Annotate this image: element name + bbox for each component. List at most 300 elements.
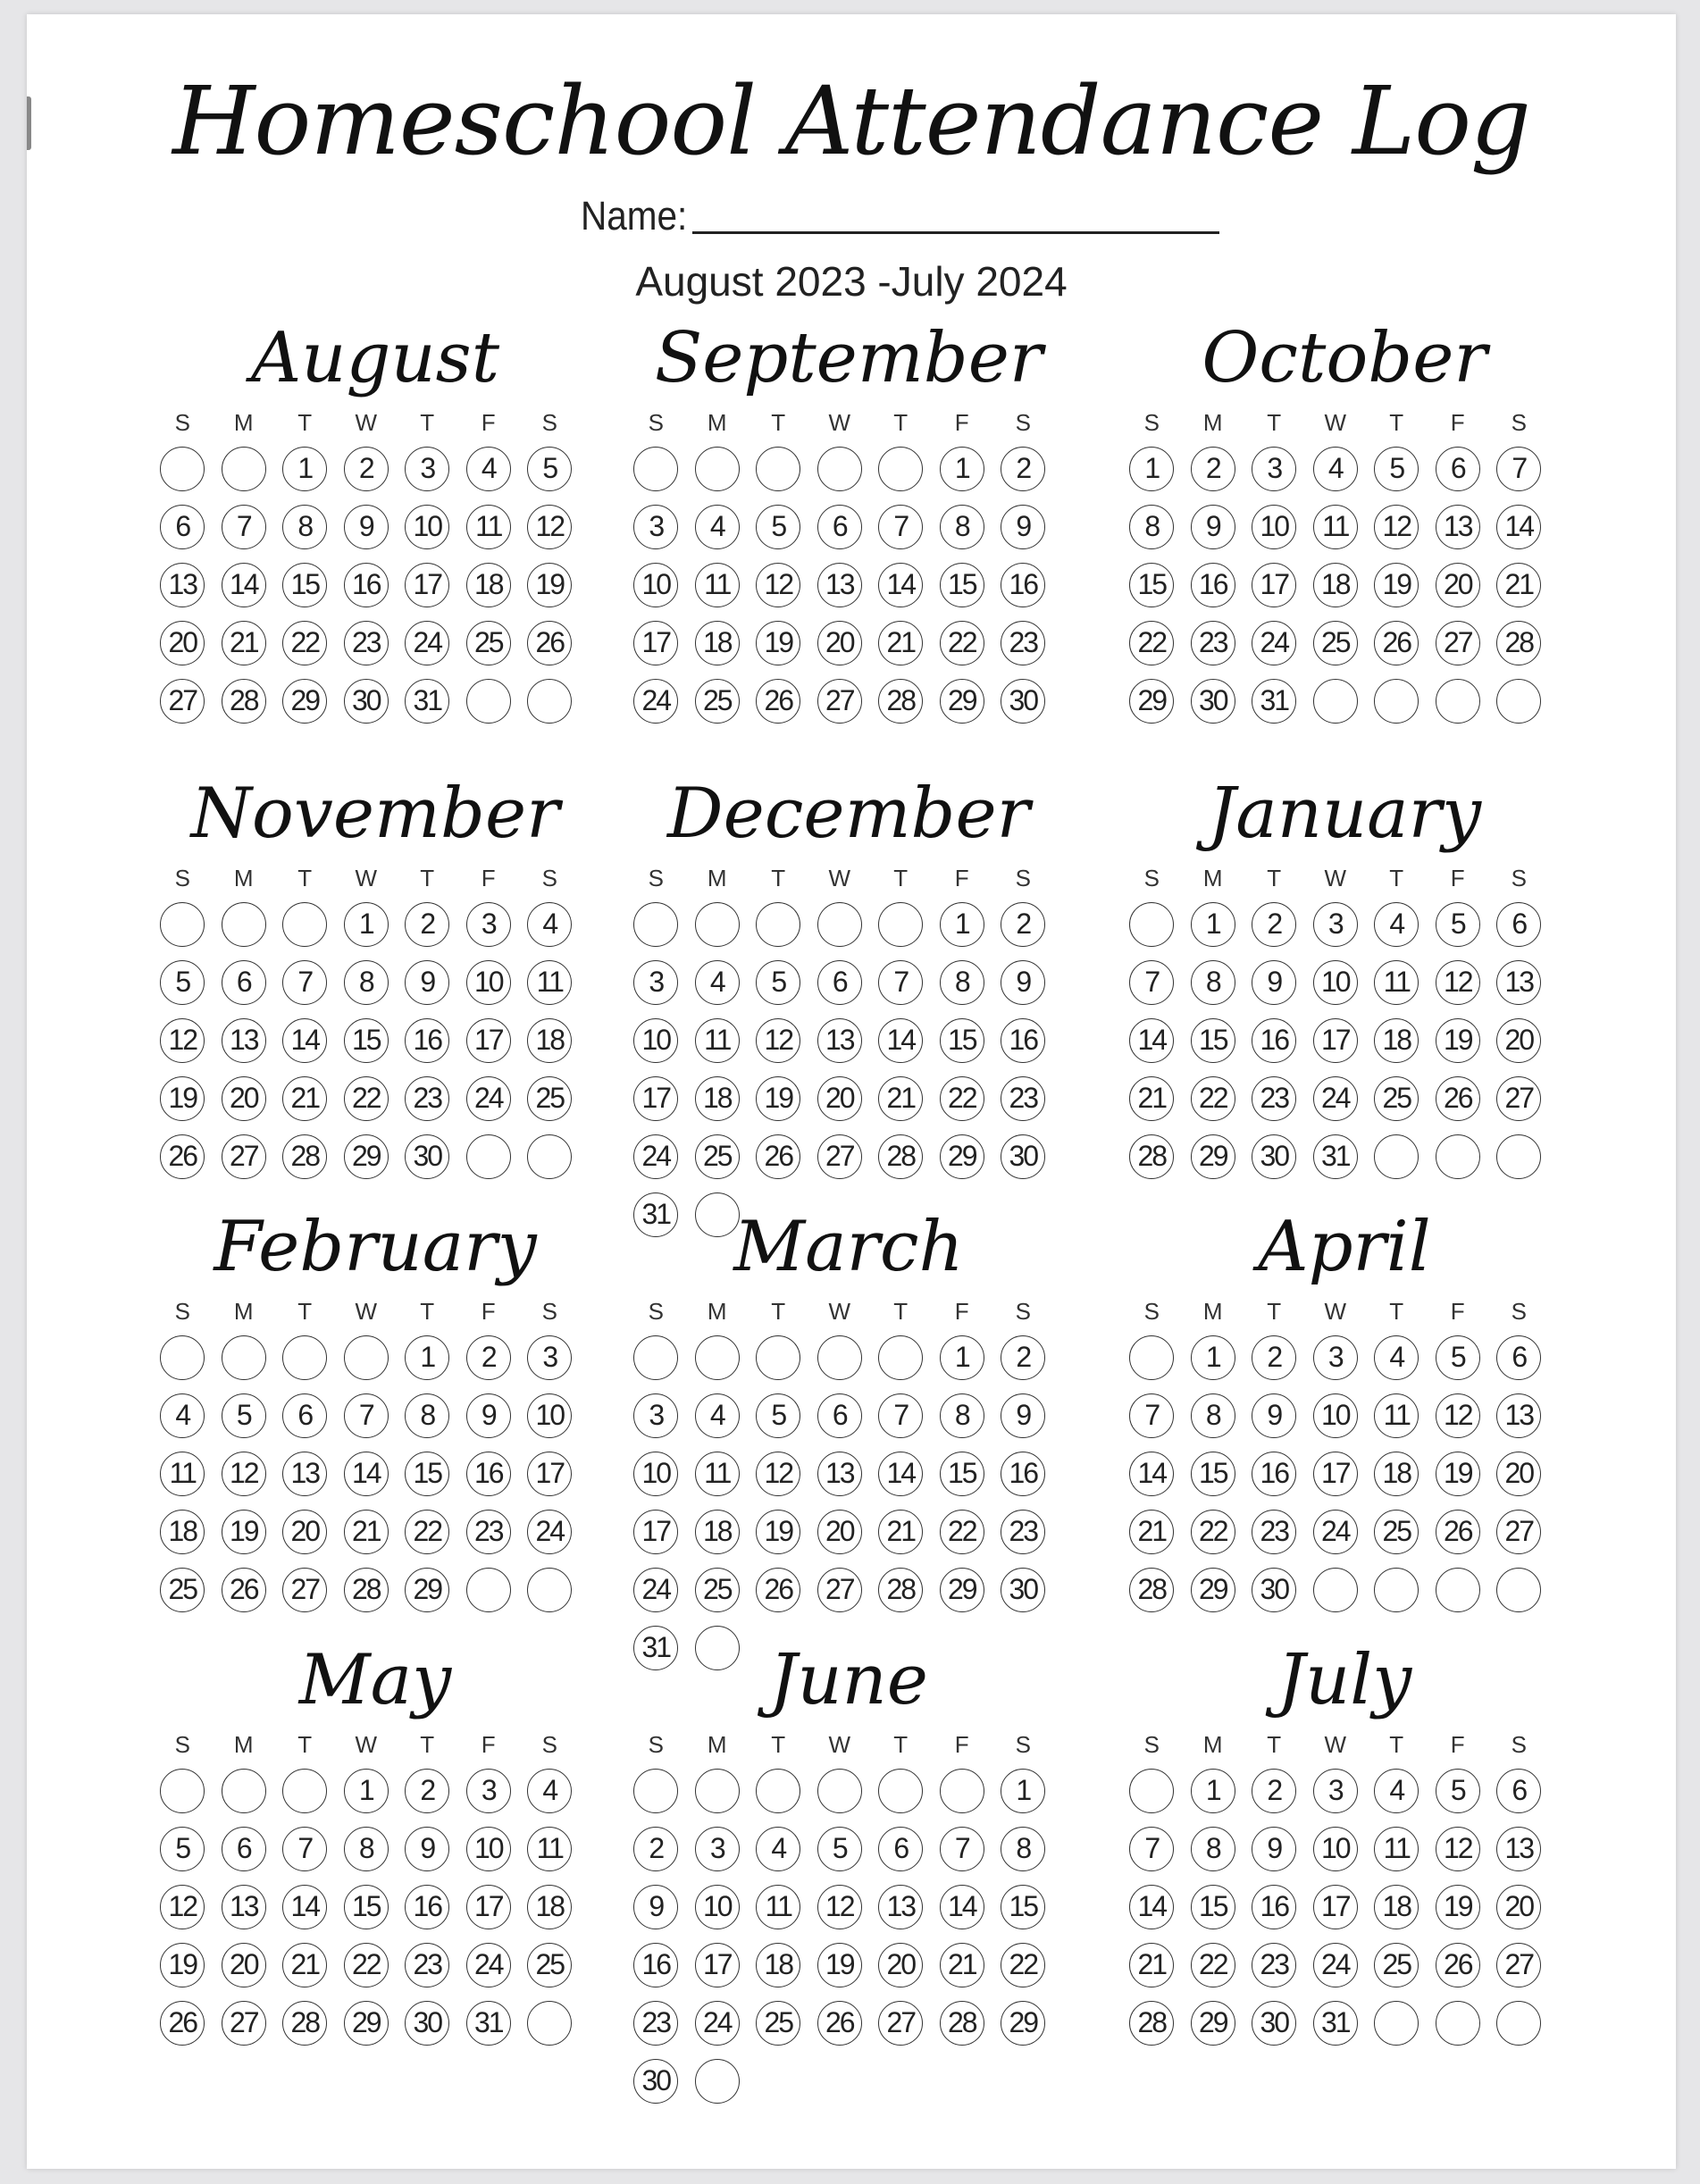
day-circle[interactable]: 11 bbox=[695, 1452, 740, 1496]
day-circle[interactable]: 28 bbox=[1129, 1134, 1174, 1179]
day-circle[interactable]: 28 bbox=[1129, 2001, 1174, 2046]
day-circle[interactable]: 29 bbox=[1191, 2001, 1235, 2046]
day-circle[interactable]: 18 bbox=[527, 1885, 572, 1929]
day-circle[interactable]: 22 bbox=[405, 1510, 449, 1554]
day-circle[interactable]: 30 bbox=[344, 679, 389, 724]
day-circle[interactable]: 4 bbox=[1374, 1769, 1419, 1813]
day-circle[interactable]: 30 bbox=[1252, 1568, 1296, 1612]
day-circle[interactable]: 23 bbox=[633, 2001, 678, 2046]
day-circle[interactable]: 22 bbox=[1191, 1076, 1235, 1121]
day-circle[interactable]: 18 bbox=[695, 1076, 740, 1121]
day-circle[interactable]: 1 bbox=[1191, 902, 1235, 947]
day-circle[interactable]: 31 bbox=[466, 2001, 511, 2046]
day-circle[interactable]: 2 bbox=[1191, 447, 1235, 491]
day-circle[interactable]: 15 bbox=[1191, 1885, 1235, 1929]
day-circle[interactable]: 14 bbox=[878, 563, 923, 607]
day-circle[interactable]: 17 bbox=[466, 1885, 511, 1929]
day-circle[interactable]: 3 bbox=[695, 1827, 740, 1871]
day-circle[interactable]: 11 bbox=[1313, 505, 1358, 549]
day-circle[interactable]: 14 bbox=[878, 1452, 923, 1496]
day-circle[interactable]: 13 bbox=[1496, 960, 1541, 1005]
day-circle[interactable]: 4 bbox=[160, 1393, 205, 1438]
day-circle[interactable]: 10 bbox=[1313, 1393, 1358, 1438]
day-circle[interactable]: 25 bbox=[695, 1568, 740, 1612]
day-circle[interactable]: 21 bbox=[1496, 563, 1541, 607]
day-circle[interactable]: 12 bbox=[1436, 1393, 1480, 1438]
day-circle[interactable]: 28 bbox=[878, 1568, 923, 1612]
day-circle[interactable]: 3 bbox=[1252, 447, 1296, 491]
day-circle[interactable]: 23 bbox=[405, 1943, 449, 1987]
day-circle[interactable]: 26 bbox=[817, 2001, 862, 2046]
day-circle[interactable]: 9 bbox=[1001, 1393, 1045, 1438]
day-circle[interactable]: 5 bbox=[527, 447, 572, 491]
day-circle[interactable]: 23 bbox=[1001, 1076, 1045, 1121]
day-circle[interactable]: 15 bbox=[1191, 1018, 1235, 1063]
day-circle[interactable]: 17 bbox=[695, 1943, 740, 1987]
day-circle[interactable]: 4 bbox=[756, 1827, 800, 1871]
day-circle[interactable]: 25 bbox=[695, 1134, 740, 1179]
day-circle[interactable]: 21 bbox=[1129, 1076, 1174, 1121]
day-circle[interactable]: 11 bbox=[695, 563, 740, 607]
day-circle[interactable]: 15 bbox=[282, 563, 327, 607]
day-circle[interactable]: 12 bbox=[756, 1452, 800, 1496]
day-circle[interactable]: 28 bbox=[940, 2001, 984, 2046]
day-circle[interactable]: 4 bbox=[695, 1393, 740, 1438]
day-circle[interactable]: 26 bbox=[527, 621, 572, 665]
day-circle[interactable]: 21 bbox=[222, 621, 266, 665]
day-circle[interactable]: 17 bbox=[405, 563, 449, 607]
day-circle[interactable]: 26 bbox=[1374, 621, 1419, 665]
day-circle[interactable]: 2 bbox=[344, 447, 389, 491]
day-circle[interactable]: 3 bbox=[1313, 1769, 1358, 1813]
day-circle[interactable]: 16 bbox=[1001, 1018, 1045, 1063]
day-circle[interactable]: 22 bbox=[1129, 621, 1174, 665]
day-circle[interactable]: 8 bbox=[1001, 1827, 1045, 1871]
day-circle[interactable]: 16 bbox=[633, 1943, 678, 1987]
day-circle[interactable]: 13 bbox=[1436, 505, 1480, 549]
day-circle[interactable]: 7 bbox=[940, 1827, 984, 1871]
day-circle[interactable]: 7 bbox=[1129, 1393, 1174, 1438]
day-circle[interactable]: 21 bbox=[1129, 1510, 1174, 1554]
day-circle[interactable]: 31 bbox=[1313, 1134, 1358, 1179]
day-circle[interactable]: 8 bbox=[940, 1393, 984, 1438]
day-circle[interactable]: 16 bbox=[1001, 1452, 1045, 1496]
day-circle[interactable]: 17 bbox=[633, 621, 678, 665]
day-circle[interactable]: 14 bbox=[222, 563, 266, 607]
day-circle[interactable]: 22 bbox=[282, 621, 327, 665]
day-circle[interactable]: 20 bbox=[878, 1943, 923, 1987]
day-circle[interactable]: 9 bbox=[1252, 960, 1296, 1005]
day-circle[interactable]: 26 bbox=[756, 1568, 800, 1612]
day-circle[interactable]: 13 bbox=[817, 1018, 862, 1063]
day-circle[interactable]: 22 bbox=[940, 1076, 984, 1121]
day-circle[interactable]: 20 bbox=[160, 621, 205, 665]
day-circle[interactable]: 14 bbox=[1129, 1018, 1174, 1063]
day-circle[interactable]: 3 bbox=[633, 505, 678, 549]
day-circle[interactable]: 24 bbox=[1313, 1943, 1358, 1987]
day-circle[interactable]: 9 bbox=[466, 1393, 511, 1438]
day-circle[interactable]: 10 bbox=[466, 1827, 511, 1871]
day-circle[interactable]: 27 bbox=[222, 1134, 266, 1179]
day-circle[interactable]: 6 bbox=[1496, 902, 1541, 947]
day-circle[interactable]: 1 bbox=[344, 902, 389, 947]
day-circle[interactable]: 8 bbox=[1191, 960, 1235, 1005]
day-circle[interactable]: 1 bbox=[940, 1335, 984, 1380]
day-circle[interactable]: 2 bbox=[1001, 1335, 1045, 1380]
day-circle[interactable]: 31 bbox=[633, 1192, 678, 1237]
day-circle[interactable]: 26 bbox=[756, 679, 800, 724]
day-circle[interactable]: 25 bbox=[695, 679, 740, 724]
day-circle[interactable]: 1 bbox=[1129, 447, 1174, 491]
day-circle[interactable]: 11 bbox=[695, 1018, 740, 1063]
day-circle[interactable]: 19 bbox=[756, 621, 800, 665]
day-circle[interactable]: 13 bbox=[222, 1885, 266, 1929]
day-circle[interactable]: 10 bbox=[695, 1885, 740, 1929]
day-circle[interactable]: 1 bbox=[344, 1769, 389, 1813]
day-circle[interactable]: 28 bbox=[344, 1568, 389, 1612]
day-circle[interactable]: 5 bbox=[1436, 1769, 1480, 1813]
day-circle[interactable]: 21 bbox=[1129, 1943, 1174, 1987]
day-circle[interactable]: 5 bbox=[1436, 902, 1480, 947]
day-circle[interactable]: 23 bbox=[1252, 1943, 1296, 1987]
day-circle[interactable]: 12 bbox=[160, 1018, 205, 1063]
day-circle[interactable]: 6 bbox=[817, 505, 862, 549]
day-circle[interactable]: 25 bbox=[1374, 1510, 1419, 1554]
day-circle[interactable]: 16 bbox=[1252, 1018, 1296, 1063]
day-circle[interactable]: 15 bbox=[1191, 1452, 1235, 1496]
day-circle[interactable]: 26 bbox=[1436, 1510, 1480, 1554]
day-circle[interactable]: 24 bbox=[695, 2001, 740, 2046]
day-circle[interactable]: 7 bbox=[878, 1393, 923, 1438]
day-circle[interactable]: 9 bbox=[405, 960, 449, 1005]
day-circle[interactable]: 2 bbox=[633, 1827, 678, 1871]
day-circle[interactable]: 28 bbox=[878, 1134, 923, 1179]
day-circle[interactable]: 25 bbox=[160, 1568, 205, 1612]
day-circle[interactable]: 12 bbox=[527, 505, 572, 549]
day-circle[interactable]: 26 bbox=[756, 1134, 800, 1179]
day-circle[interactable]: 19 bbox=[1374, 563, 1419, 607]
day-circle[interactable]: 25 bbox=[466, 621, 511, 665]
day-circle[interactable]: 7 bbox=[282, 1827, 327, 1871]
day-circle[interactable]: 11 bbox=[1374, 1393, 1419, 1438]
day-circle[interactable]: 24 bbox=[1313, 1510, 1358, 1554]
day-circle[interactable]: 5 bbox=[756, 505, 800, 549]
day-circle[interactable]: 29 bbox=[1191, 1134, 1235, 1179]
day-circle[interactable]: 14 bbox=[878, 1018, 923, 1063]
day-circle[interactable]: 22 bbox=[940, 1510, 984, 1554]
day-circle[interactable]: 19 bbox=[1436, 1018, 1480, 1063]
day-circle[interactable]: 19 bbox=[756, 1510, 800, 1554]
day-circle[interactable]: 8 bbox=[1191, 1393, 1235, 1438]
day-circle[interactable]: 13 bbox=[222, 1018, 266, 1063]
day-circle[interactable]: 24 bbox=[1313, 1076, 1358, 1121]
day-circle[interactable]: 5 bbox=[756, 1393, 800, 1438]
day-circle[interactable]: 15 bbox=[1001, 1885, 1045, 1929]
day-circle[interactable]: 20 bbox=[1496, 1885, 1541, 1929]
day-circle[interactable]: 8 bbox=[405, 1393, 449, 1438]
day-circle[interactable]: 10 bbox=[405, 505, 449, 549]
day-circle[interactable]: 14 bbox=[1496, 505, 1541, 549]
day-circle[interactable]: 4 bbox=[1313, 447, 1358, 491]
day-circle[interactable]: 18 bbox=[1374, 1452, 1419, 1496]
day-circle[interactable]: 29 bbox=[940, 1568, 984, 1612]
day-circle[interactable]: 19 bbox=[160, 1943, 205, 1987]
day-circle[interactable]: 25 bbox=[1374, 1943, 1419, 1987]
day-circle[interactable]: 26 bbox=[1436, 1076, 1480, 1121]
day-circle[interactable]: 2 bbox=[405, 1769, 449, 1813]
day-circle[interactable]: 27 bbox=[222, 2001, 266, 2046]
day-circle[interactable]: 4 bbox=[1374, 1335, 1419, 1380]
day-circle[interactable]: 27 bbox=[1496, 1943, 1541, 1987]
day-circle[interactable]: 12 bbox=[1436, 1827, 1480, 1871]
day-circle[interactable]: 28 bbox=[222, 679, 266, 724]
day-circle[interactable]: 27 bbox=[1496, 1076, 1541, 1121]
day-circle[interactable]: 28 bbox=[878, 679, 923, 724]
day-circle[interactable]: 21 bbox=[282, 1076, 327, 1121]
day-circle[interactable]: 16 bbox=[1001, 563, 1045, 607]
day-circle[interactable]: 10 bbox=[1313, 960, 1358, 1005]
day-circle[interactable]: 17 bbox=[1252, 563, 1296, 607]
day-circle[interactable]: 16 bbox=[1252, 1452, 1296, 1496]
day-circle[interactable]: 7 bbox=[1129, 1827, 1174, 1871]
day-circle[interactable]: 27 bbox=[160, 679, 205, 724]
day-circle[interactable]: 9 bbox=[1252, 1393, 1296, 1438]
day-circle[interactable]: 10 bbox=[527, 1393, 572, 1438]
day-circle[interactable]: 30 bbox=[1252, 2001, 1296, 2046]
day-circle[interactable]: 7 bbox=[1496, 447, 1541, 491]
day-circle[interactable]: 8 bbox=[1191, 1827, 1235, 1871]
day-circle[interactable]: 1 bbox=[1191, 1335, 1235, 1380]
day-circle[interactable]: 17 bbox=[1313, 1452, 1358, 1496]
day-circle[interactable]: 29 bbox=[1129, 679, 1174, 724]
day-circle[interactable]: 10 bbox=[633, 563, 678, 607]
day-circle[interactable]: 15 bbox=[940, 1018, 984, 1063]
day-circle[interactable]: 20 bbox=[817, 1510, 862, 1554]
day-circle[interactable]: 20 bbox=[1436, 563, 1480, 607]
day-circle[interactable]: 24 bbox=[527, 1510, 572, 1554]
day-circle[interactable]: 18 bbox=[527, 1018, 572, 1063]
day-circle[interactable]: 9 bbox=[405, 1827, 449, 1871]
day-circle[interactable]: 30 bbox=[405, 1134, 449, 1179]
day-circle[interactable]: 6 bbox=[1436, 447, 1480, 491]
day-circle[interactable]: 18 bbox=[1374, 1885, 1419, 1929]
day-circle[interactable]: 23 bbox=[344, 621, 389, 665]
day-circle[interactable]: 4 bbox=[527, 1769, 572, 1813]
day-circle[interactable]: 25 bbox=[527, 1943, 572, 1987]
day-circle[interactable]: 25 bbox=[1374, 1076, 1419, 1121]
day-circle[interactable]: 26 bbox=[222, 1568, 266, 1612]
day-circle[interactable]: 19 bbox=[817, 1943, 862, 1987]
day-circle[interactable]: 9 bbox=[1001, 960, 1045, 1005]
day-circle[interactable]: 24 bbox=[633, 1134, 678, 1179]
day-circle[interactable]: 14 bbox=[940, 1885, 984, 1929]
day-circle[interactable]: 31 bbox=[405, 679, 449, 724]
day-circle[interactable]: 4 bbox=[695, 505, 740, 549]
day-circle[interactable]: 5 bbox=[1436, 1335, 1480, 1380]
day-circle[interactable]: 27 bbox=[1496, 1510, 1541, 1554]
day-circle[interactable]: 23 bbox=[1252, 1510, 1296, 1554]
day-circle[interactable]: 10 bbox=[633, 1452, 678, 1496]
day-circle[interactable]: 5 bbox=[756, 960, 800, 1005]
day-circle[interactable]: 9 bbox=[1252, 1827, 1296, 1871]
day-circle[interactable]: 11 bbox=[527, 960, 572, 1005]
day-circle[interactable]: 27 bbox=[817, 679, 862, 724]
day-circle[interactable]: 27 bbox=[878, 2001, 923, 2046]
day-circle[interactable]: 7 bbox=[282, 960, 327, 1005]
day-circle[interactable]: 16 bbox=[344, 563, 389, 607]
day-circle[interactable]: 2 bbox=[466, 1335, 511, 1380]
day-circle[interactable]: 29 bbox=[1191, 1568, 1235, 1612]
day-circle[interactable]: 6 bbox=[817, 960, 862, 1005]
day-circle[interactable]: 14 bbox=[1129, 1452, 1174, 1496]
day-circle[interactable]: 23 bbox=[1001, 621, 1045, 665]
day-circle[interactable]: 13 bbox=[1496, 1827, 1541, 1871]
day-circle[interactable]: 9 bbox=[1001, 505, 1045, 549]
day-circle[interactable]: 2 bbox=[1252, 902, 1296, 947]
day-circle[interactable]: 29 bbox=[344, 2001, 389, 2046]
day-circle[interactable]: 29 bbox=[282, 679, 327, 724]
day-circle[interactable]: 18 bbox=[1374, 1018, 1419, 1063]
day-circle[interactable]: 23 bbox=[1191, 621, 1235, 665]
day-circle[interactable]: 11 bbox=[160, 1452, 205, 1496]
day-circle[interactable]: 28 bbox=[282, 2001, 327, 2046]
day-circle[interactable]: 24 bbox=[1252, 621, 1296, 665]
day-circle[interactable]: 3 bbox=[466, 1769, 511, 1813]
day-circle[interactable]: 1 bbox=[940, 447, 984, 491]
day-circle[interactable]: 17 bbox=[1313, 1018, 1358, 1063]
day-circle[interactable]: 13 bbox=[817, 1452, 862, 1496]
day-circle[interactable]: 5 bbox=[160, 1827, 205, 1871]
day-circle[interactable]: 3 bbox=[1313, 902, 1358, 947]
day-circle[interactable]: 29 bbox=[940, 679, 984, 724]
day-circle[interactable]: 2 bbox=[1001, 447, 1045, 491]
day-circle[interactable]: 1 bbox=[282, 447, 327, 491]
day-circle[interactable]: 28 bbox=[282, 1134, 327, 1179]
day-circle[interactable]: 1 bbox=[1001, 1769, 1045, 1813]
day-circle[interactable]: 8 bbox=[940, 505, 984, 549]
day-circle[interactable]: 9 bbox=[633, 1885, 678, 1929]
day-circle[interactable]: 9 bbox=[344, 505, 389, 549]
day-circle[interactable]: 12 bbox=[222, 1452, 266, 1496]
day-circle[interactable]: 12 bbox=[756, 1018, 800, 1063]
day-circle[interactable]: 5 bbox=[160, 960, 205, 1005]
day-circle[interactable]: 29 bbox=[940, 1134, 984, 1179]
day-circle[interactable]: 21 bbox=[344, 1510, 389, 1554]
day-circle[interactable]: 27 bbox=[282, 1568, 327, 1612]
day-circle[interactable]: 20 bbox=[1496, 1452, 1541, 1496]
day-circle[interactable]: 5 bbox=[1374, 447, 1419, 491]
day-circle[interactable]: 24 bbox=[633, 679, 678, 724]
day-circle[interactable]: 27 bbox=[817, 1134, 862, 1179]
day-circle[interactable]: 18 bbox=[695, 1510, 740, 1554]
day-circle[interactable]: 16 bbox=[1252, 1885, 1296, 1929]
day-circle[interactable]: 31 bbox=[1313, 2001, 1358, 2046]
day-circle[interactable]: 6 bbox=[222, 1827, 266, 1871]
day-circle[interactable]: 9 bbox=[1191, 505, 1235, 549]
day-circle[interactable]: 18 bbox=[1313, 563, 1358, 607]
day-circle[interactable]: 6 bbox=[160, 505, 205, 549]
day-circle[interactable]: 4 bbox=[527, 902, 572, 947]
day-circle[interactable]: 24 bbox=[466, 1943, 511, 1987]
day-circle[interactable]: 30 bbox=[1191, 679, 1235, 724]
day-circle[interactable]: 20 bbox=[222, 1076, 266, 1121]
day-circle[interactable]: 30 bbox=[1252, 1134, 1296, 1179]
day-circle[interactable]: 3 bbox=[466, 902, 511, 947]
day-circle[interactable]: 8 bbox=[282, 505, 327, 549]
day-circle[interactable]: 20 bbox=[282, 1510, 327, 1554]
day-circle[interactable]: 2 bbox=[405, 902, 449, 947]
day-circle[interactable]: 12 bbox=[1374, 505, 1419, 549]
day-circle[interactable]: 30 bbox=[1001, 1134, 1045, 1179]
day-circle[interactable]: 29 bbox=[1001, 2001, 1045, 2046]
day-circle[interactable]: 22 bbox=[940, 621, 984, 665]
day-circle[interactable]: 28 bbox=[1129, 1568, 1174, 1612]
day-circle[interactable]: 12 bbox=[756, 563, 800, 607]
day-circle[interactable]: 22 bbox=[1191, 1510, 1235, 1554]
day-circle[interactable]: 8 bbox=[940, 960, 984, 1005]
day-circle[interactable]: 6 bbox=[817, 1393, 862, 1438]
day-circle[interactable]: 7 bbox=[878, 505, 923, 549]
day-circle[interactable]: 2 bbox=[1252, 1335, 1296, 1380]
day-circle[interactable]: 20 bbox=[222, 1943, 266, 1987]
day-circle[interactable]: 3 bbox=[527, 1335, 572, 1380]
day-circle[interactable]: 14 bbox=[282, 1018, 327, 1063]
day-circle[interactable]: 12 bbox=[160, 1885, 205, 1929]
day-circle[interactable]: 15 bbox=[1129, 563, 1174, 607]
day-circle[interactable]: 13 bbox=[1496, 1393, 1541, 1438]
day-circle[interactable]: 12 bbox=[817, 1885, 862, 1929]
day-circle[interactable]: 17 bbox=[466, 1018, 511, 1063]
day-circle[interactable]: 18 bbox=[695, 621, 740, 665]
day-circle[interactable]: 21 bbox=[940, 1943, 984, 1987]
day-circle[interactable]: 11 bbox=[527, 1827, 572, 1871]
day-circle[interactable]: 24 bbox=[405, 621, 449, 665]
day-circle[interactable]: 10 bbox=[633, 1018, 678, 1063]
day-circle[interactable]: 19 bbox=[1436, 1885, 1480, 1929]
day-circle[interactable]: 10 bbox=[466, 960, 511, 1005]
day-circle[interactable]: 7 bbox=[1129, 960, 1174, 1005]
day-circle[interactable]: 22 bbox=[1001, 1943, 1045, 1987]
day-circle[interactable]: 14 bbox=[344, 1452, 389, 1496]
day-circle[interactable]: 6 bbox=[222, 960, 266, 1005]
day-circle[interactable]: 30 bbox=[633, 2059, 678, 2104]
day-circle[interactable]: 7 bbox=[222, 505, 266, 549]
day-circle[interactable]: 12 bbox=[1436, 960, 1480, 1005]
day-circle[interactable]: 19 bbox=[527, 563, 572, 607]
day-circle[interactable]: 3 bbox=[1313, 1335, 1358, 1380]
day-circle[interactable]: 15 bbox=[940, 1452, 984, 1496]
day-circle[interactable]: 6 bbox=[878, 1827, 923, 1871]
day-circle[interactable]: 15 bbox=[940, 563, 984, 607]
day-circle[interactable]: 19 bbox=[1436, 1452, 1480, 1496]
day-circle[interactable]: 22 bbox=[1191, 1943, 1235, 1987]
day-circle[interactable]: 30 bbox=[1001, 679, 1045, 724]
day-circle[interactable]: 6 bbox=[282, 1393, 327, 1438]
day-circle[interactable]: 24 bbox=[633, 1568, 678, 1612]
day-circle[interactable]: 21 bbox=[282, 1943, 327, 1987]
day-circle[interactable]: 15 bbox=[405, 1452, 449, 1496]
day-circle[interactable]: 24 bbox=[466, 1076, 511, 1121]
day-circle[interactable]: 10 bbox=[1252, 505, 1296, 549]
day-circle[interactable]: 26 bbox=[160, 1134, 205, 1179]
day-circle[interactable]: 21 bbox=[878, 1076, 923, 1121]
day-circle[interactable]: 16 bbox=[1191, 563, 1235, 607]
day-circle[interactable]: 23 bbox=[466, 1510, 511, 1554]
day-circle[interactable]: 14 bbox=[1129, 1885, 1174, 1929]
day-circle[interactable]: 13 bbox=[878, 1885, 923, 1929]
day-circle[interactable]: 6 bbox=[1496, 1769, 1541, 1813]
day-circle[interactable]: 4 bbox=[466, 447, 511, 491]
